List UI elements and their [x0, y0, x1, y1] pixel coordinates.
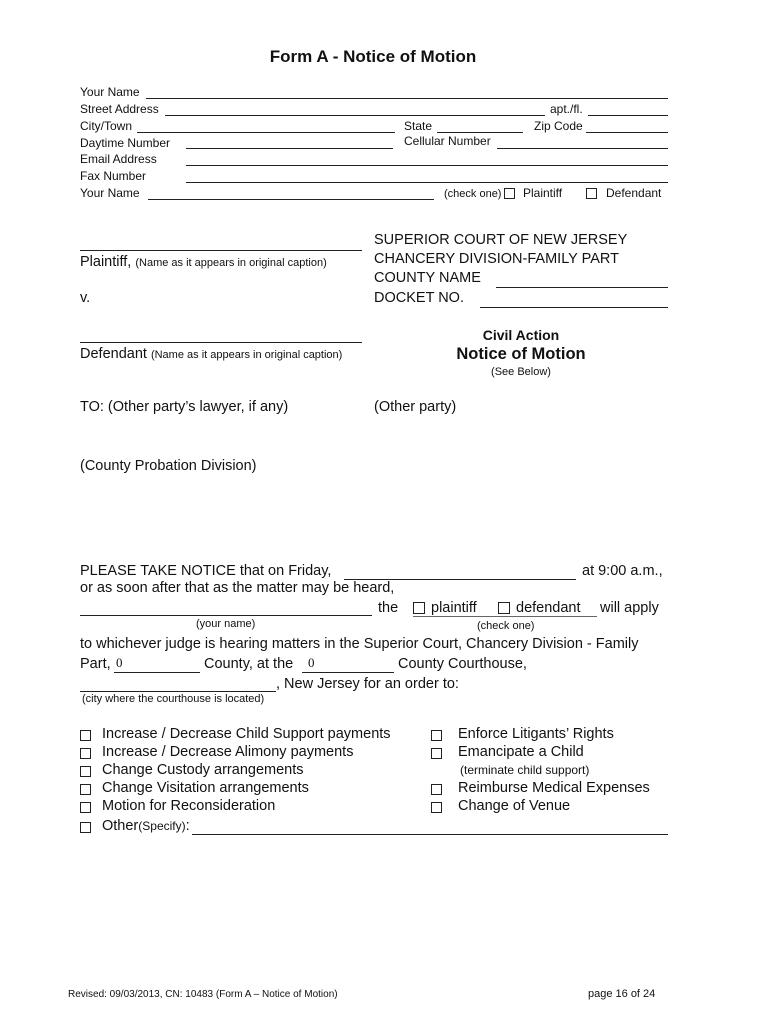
defendant-caption-note: (Name as it appears in original caption) [150, 349, 343, 361]
cellular-number-field[interactable] [497, 148, 668, 149]
part-value: 0 [116, 655, 123, 670]
notice-defendant-checkbox[interactable] [498, 602, 510, 614]
custody-checkbox[interactable] [80, 766, 91, 777]
alimony-checkbox[interactable] [80, 748, 91, 759]
revised-footer: Revised: 09/03/2013, CN: 10483 (Form A – Notice of Motion) [68, 989, 338, 1000]
notice-plaintiff-checkbox[interactable] [413, 602, 425, 614]
state-label: State [404, 119, 433, 133]
your-name-note: (your name) [196, 618, 256, 630]
defendant-caption-text: Defendant [80, 346, 147, 362]
please-take-notice-text: PLEASE TAKE NOTICE that on Friday, [80, 563, 332, 579]
your-name-label: Your Name [80, 85, 140, 99]
enforce-checkbox[interactable] [431, 730, 442, 741]
court-line-1: SUPERIOR COURT OF NEW JERSEY [374, 232, 628, 248]
emancipate-note: (terminate child support) [460, 763, 590, 777]
other-label [102, 818, 190, 834]
plaintiff-caption-label [80, 254, 327, 270]
other-colon: : [185, 818, 190, 834]
alimony-label: Increase / Decrease Alimony payments [102, 744, 354, 760]
check-one-label: (check one) [444, 188, 502, 200]
street-address-label: Street Address [80, 102, 159, 116]
part-label: Part, [80, 656, 111, 672]
apt-field[interactable] [588, 115, 668, 116]
child-support-label: Increase / Decrease Child Support payments [102, 726, 391, 742]
as-soon-text: or as soon after that as the matter may be heard, [80, 580, 395, 596]
daytime-number-label: Daytime Number [80, 136, 171, 150]
county-name-field[interactable] [496, 287, 668, 288]
courthouse-value: 0 [308, 655, 315, 670]
versus-label: v. [80, 290, 91, 306]
email-label: Email Address [80, 152, 157, 166]
reconsideration-checkbox[interactable] [80, 802, 91, 813]
emancipate-checkbox[interactable] [431, 748, 442, 759]
plaintiff-checkbox[interactable] [504, 188, 515, 199]
fax-label: Fax Number [80, 169, 147, 183]
visitation-checkbox[interactable] [80, 784, 91, 795]
other-specify-text: (Specify) [138, 819, 186, 833]
daytime-number-field[interactable] [186, 148, 393, 149]
page-title: Form A - Notice of Motion [269, 47, 477, 66]
enforce-label: Enforce Litigants’ Rights [458, 726, 614, 742]
plaintiff-caption-note: (Name as it appears in original caption) [135, 257, 327, 269]
emancipate-label: Emancipate a Child [458, 744, 584, 760]
fax-field[interactable] [186, 182, 668, 183]
zip-field[interactable] [586, 132, 668, 133]
to-lawyer-label: TO: (Other party’s lawyer, if any) [80, 399, 289, 415]
apt-label: apt./fl. [550, 102, 583, 116]
city-town-label: City/Town [80, 119, 133, 133]
other-checkbox[interactable] [80, 822, 91, 833]
state-field[interactable] [437, 132, 523, 133]
city-town-field[interactable] [137, 132, 395, 133]
county-at-label: County, at the [204, 656, 294, 672]
civil-action-label: Civil Action [482, 327, 560, 343]
new-jersey-text: , New Jersey for an order to: [276, 676, 459, 692]
plaintiff-label: Plaintiff [523, 186, 563, 200]
zip-label: Zip Code [534, 119, 583, 133]
venue-label: Change of Venue [458, 798, 571, 814]
check-one-note: (check one) [477, 620, 535, 632]
defendant-label: Defendant [606, 186, 662, 200]
see-below-label: (See Below) [491, 366, 551, 378]
whichever-judge-text: to whichever judge is hearing matters in the Superior Court, Chancery Division - Family [80, 636, 639, 652]
the-text: the [378, 600, 399, 616]
email-field[interactable] [186, 165, 668, 166]
reimburse-checkbox[interactable] [431, 784, 442, 795]
custody-label: Change Custody arrangements [102, 762, 304, 778]
docket-no-label: DOCKET NO. [374, 290, 464, 306]
will-apply-text: will apply [600, 600, 659, 616]
page-number: page 16 of 24 [588, 988, 656, 1000]
hearing-time-text: at 9:00 a.m., [582, 563, 663, 579]
defendant-caption-label [80, 346, 342, 362]
your-name-field[interactable] [146, 98, 668, 99]
cellular-number-label: Cellular Number [404, 134, 491, 148]
plaintiff-caption-text: Plaintiff, [80, 254, 132, 270]
your-name-2-field[interactable] [148, 199, 434, 200]
visitation-label: Change Visitation arrangements [102, 780, 309, 796]
part-county-field[interactable] [114, 672, 200, 673]
other-text: Other [102, 818, 139, 834]
docket-no-field[interactable] [480, 307, 668, 308]
courthouse-county-field[interactable] [302, 672, 394, 673]
notice-of-motion-heading: Notice of Motion [456, 345, 586, 363]
other-party-label: (Other party) [374, 399, 457, 415]
county-name-label: COUNTY NAME [374, 270, 481, 286]
venue-checkbox[interactable] [431, 802, 442, 813]
notice-defendant-label: defendant [516, 600, 581, 616]
check-one-underline [413, 616, 597, 617]
court-line-2: CHANCERY DIVISION-FAMILY PART [374, 251, 619, 267]
plaintiff-name-field[interactable] [80, 250, 362, 251]
other-specify-field[interactable] [192, 834, 668, 835]
defendant-name-field[interactable] [80, 342, 362, 343]
probation-label: (County Probation Division) [80, 458, 257, 474]
reconsideration-label: Motion for Reconsideration [102, 798, 276, 814]
defendant-checkbox[interactable] [586, 188, 597, 199]
child-support-checkbox[interactable] [80, 730, 91, 741]
applicant-name-field[interactable] [80, 615, 372, 616]
county-courthouse-label: County Courthouse, [398, 656, 527, 672]
reimburse-label: Reimburse Medical Expenses [458, 780, 650, 796]
notice-plaintiff-label: plaintiff [431, 600, 477, 616]
city-note: (city where the courthouse is located) [82, 693, 265, 705]
courthouse-city-field[interactable] [80, 691, 276, 692]
street-address-field[interactable] [165, 115, 545, 116]
your-name-2-label: Your Name [80, 186, 140, 200]
